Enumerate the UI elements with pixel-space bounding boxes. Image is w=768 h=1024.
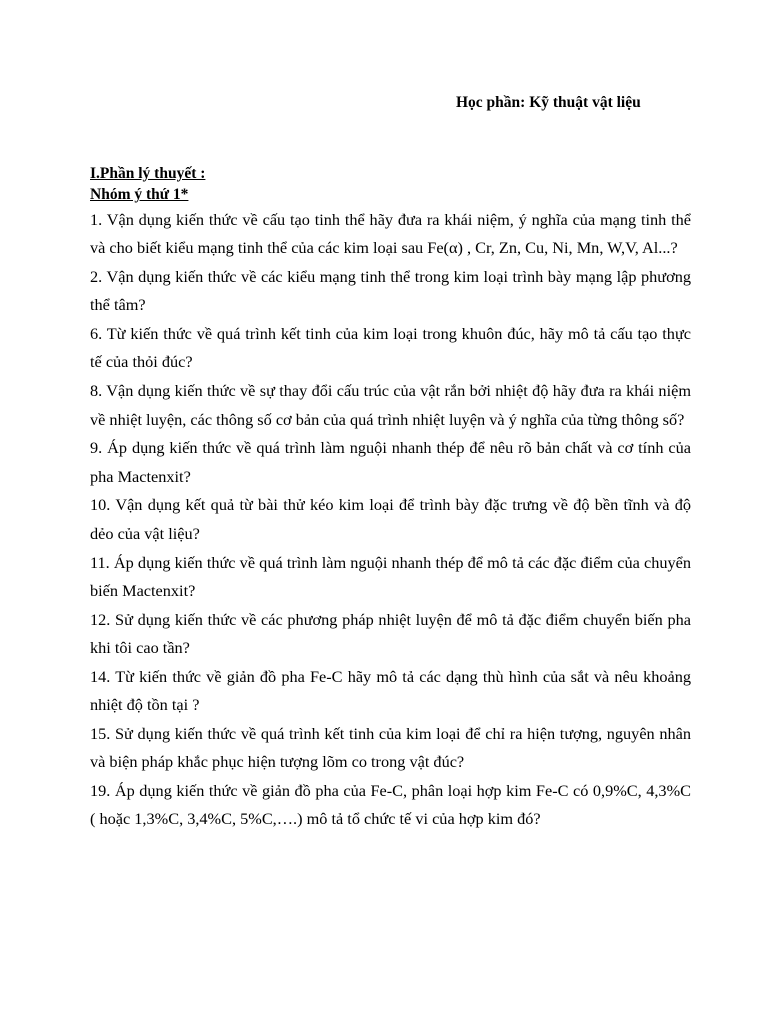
- course-header: Học phần: Kỹ thuật vật liệu: [456, 94, 641, 111]
- question-list: [90, 206, 691, 834]
- question-14: 14. Từ kiến thức về giản đồ pha Fe-C hãy mô tả các dạng thù hình của sắt và nêu khoảng nhiệt độ tồn tại ?: [90, 666, 691, 715]
- question-12: 12. Sử dụng kiến thức về các phương pháp nhiệt luyện để mô tả đặc điểm chuyển biến pha khi tôi cao tần?: [90, 609, 691, 657]
- section-title: I.Phần lý thuyết :: [90, 165, 206, 182]
- question-10: 10. Vận dụng kết quả từ bài thử kéo kim loại để trình bày đặc trưng về độ bền tĩnh và độ dẻo của vật liệu?: [90, 495, 691, 543]
- question-6: 6. Từ kiến thức về quá trình kết tinh của kim loại trong khuôn đúc, hãy mô tả cấu tạo thực tế của thỏi đúc?: [90, 324, 691, 372]
- question-9: 9. Áp dụng kiến thức về quá trình làm nguội nhanh thép để nêu rõ bản chất và cơ tính của pha Mactenxit?: [90, 438, 691, 486]
- question-19: 19. Áp dụng kiến thức về giản đồ pha của Fe-C, phân loại hợp kim Fe-C có 0,9%C, 4,3%C ( hoặc 1,3%C, 3,4%C, 5%C,….) mô tả tổ chức tế vi của hợp kim đó?: [90, 780, 691, 829]
- question-8: 8. Vận dụng kiến thức về sự thay đổi cấu trúc của vật rắn bởi nhiệt độ hãy đưa ra khái niệm về nhiệt luyện, các thông số cơ bản của quá trình nhiệt luyện và ý nghĩa của từng thông số?: [90, 381, 691, 429]
- question-1: 1. Vận dụng kiến thức về cấu tạo tinh thể hãy đưa ra khái niệm, ý nghĩa của mạng tinh thể và cho biết kiểu mạng tinh thể của các kim loại sau Fe(α) , Cr, Zn, Cu, Ni, Mn, W,V, Al...?: [90, 210, 691, 258]
- question-15: 15. Sử dụng kiến thức về quá trình kết tinh của kim loại để chỉ ra hiện tượng, nguyên nhân và biện pháp khắc phục hiện tượng lõm co trong vật đúc?: [90, 723, 691, 772]
- question-11: 11. Áp dụng kiến thức về quá trình làm nguội nhanh thép để mô tả các đặc điểm của chuyển biến Mactenxit?: [90, 552, 691, 600]
- question-2: 2. Vận dụng kiến thức về các kiểu mạng tinh thể trong kim loại trình bày mạng lập phương thể tâm?: [90, 267, 691, 315]
- group-title: Nhóm ý thứ 1*: [90, 186, 189, 203]
